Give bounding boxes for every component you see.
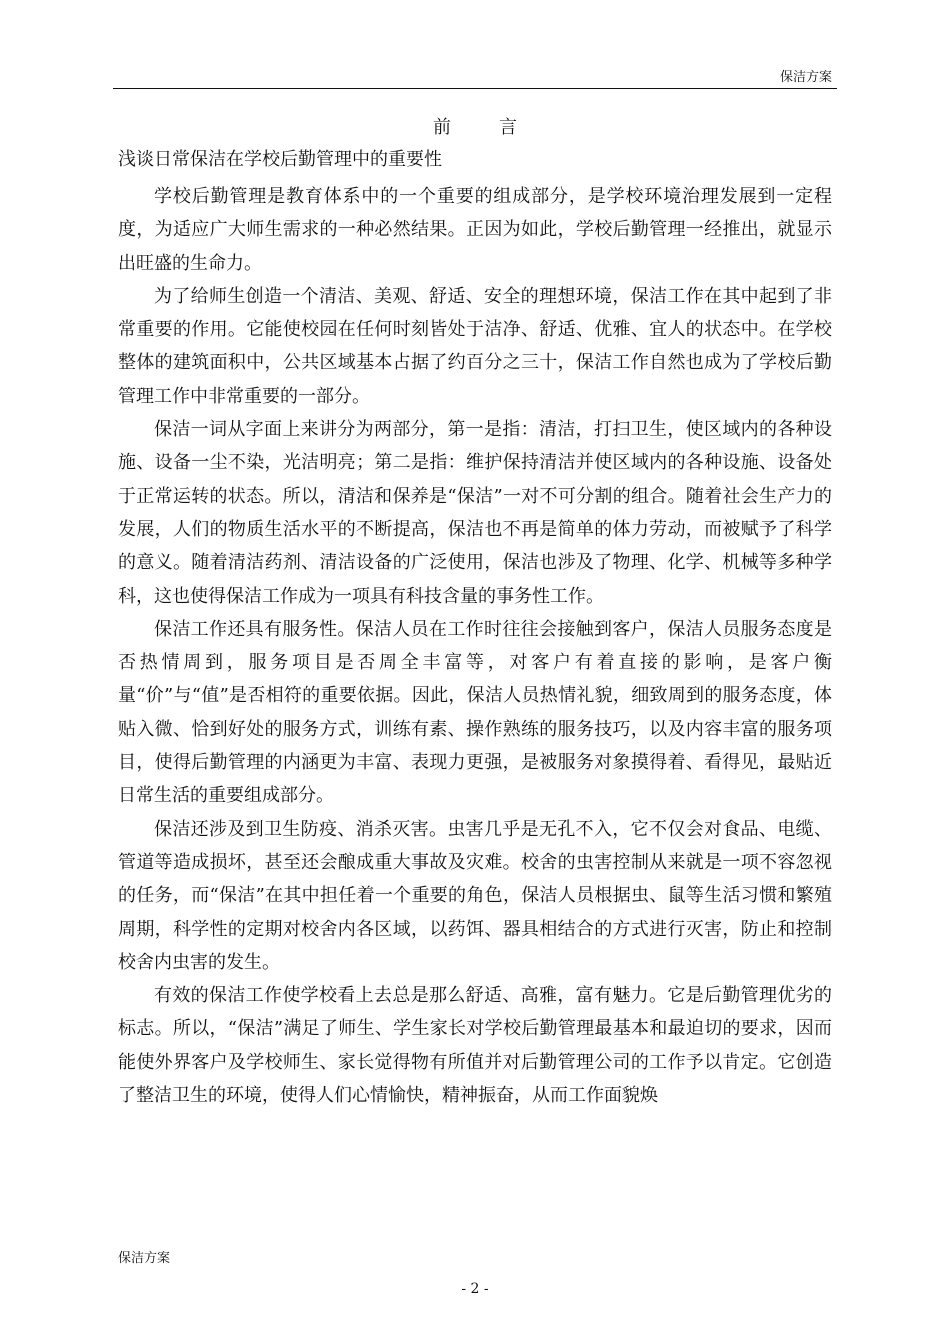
paragraph: 保洁一词从字面上来讲分为两部分，第一是指：清洁，打扫卫生，使区域内的各种设施、设备一尘不染，光洁明亮；第二是指：维护保持清洁并使区域内的各种设施、设备处于正常运转的状态。所以，清洁和保养是“保洁”一对不可分割的组合。随着社会生产力的发展，人们的物质生活水平的不断提高，保洁也不再是简单的体力劳动，而被赋予了科学的意义。随着清洁药剂、清洁设备的广泛使用，保洁也涉及了物理、化学、机械等多种学科，这也使得保洁工作成为一项具有科技含量的事务性工作。	[118, 419, 832, 607]
document-subtitle: 浅谈日常保洁在学校后勤管理中的重要性	[118, 149, 442, 170]
page-header-label: 保洁方案	[779, 70, 832, 85]
paragraph: 有效的保洁工作使学校看上去总是那么舒适、高雅，富有魅力。它是后勤管理优劣的标志。所以，“保洁”满足了师生、学生家长对学校后勤管理最基本和最迫切的要求，因而能使外界客户及学校师生、家长觉得物有所值并对后勤管理公司的工作予以肯定。它创造了整洁卫生的环境，使得人们心情愉快，精神振奋，从而工作面貌焕	[118, 985, 832, 1107]
header-divider	[113, 88, 837, 89]
paragraph: 学校后勤管理是教育体系中的一个重要的组成部分，是学校环境治理发展到一定程度，为适应广大师生需求的一种必然结果。正因为如此，学校后勤管理一经推出，就显示出旺盛的生命力。	[118, 186, 832, 274]
page-footer-label: 保洁方案	[118, 1251, 171, 1266]
paragraph: 保洁还涉及到卫生防疫、消杀灭害。虫害几乎是无孔不入，它不仅会对食品、电缆、管道等造成损坏，甚至还会酿成重大事故及灾难。校舍的虫害控制从来就是一项不容忽视的任务，而“保洁”在其中担任着一个重要的角色，保洁人员根据虫、鼠等生活习惯和繁殖周期，科学性的定期对校舍内各区域，以药饵、器具相结合的方式进行灭害，防止和控制校舍内虫害的发生。	[118, 818, 832, 973]
document-title: 前言	[433, 117, 565, 138]
page-number: - 2 -	[461, 1281, 489, 1297]
document-body	[118, 180, 832, 1112]
paragraph: 保洁工作还具有服务性。保洁人员在工作时往往会接触到客户，保洁人员服务态度是否热情周到，服务项目是否周全丰富等，对客户有着直接的影响，是客户衡量“价”与“值”是否相符的重要依据。因此，保洁人员热情礼貌，细致周到的服务态度，体贴入微、恰到好处的服务方式，训练有素、操作熟练的服务技巧，以及内容丰富的服务项目，使得后勤管理的内涵更为丰富、表现力更强，是被服务对象摸得着、看得见，最贴近日常生活的重要组成部分。	[118, 618, 832, 807]
paragraph: 为了给师生创造一个清洁、美观、舒适、安全的理想环境，保洁工作在其中起到了非常重要的作用。它能使校园在任何时刻皆处于洁净、舒适、优雅、宜人的状态中。在学校整体的建筑面积中，公共区域基本占据了约百分之三十，保洁工作自然也成为了学校后勤管理工作中非常重要的一部分。	[118, 285, 832, 407]
